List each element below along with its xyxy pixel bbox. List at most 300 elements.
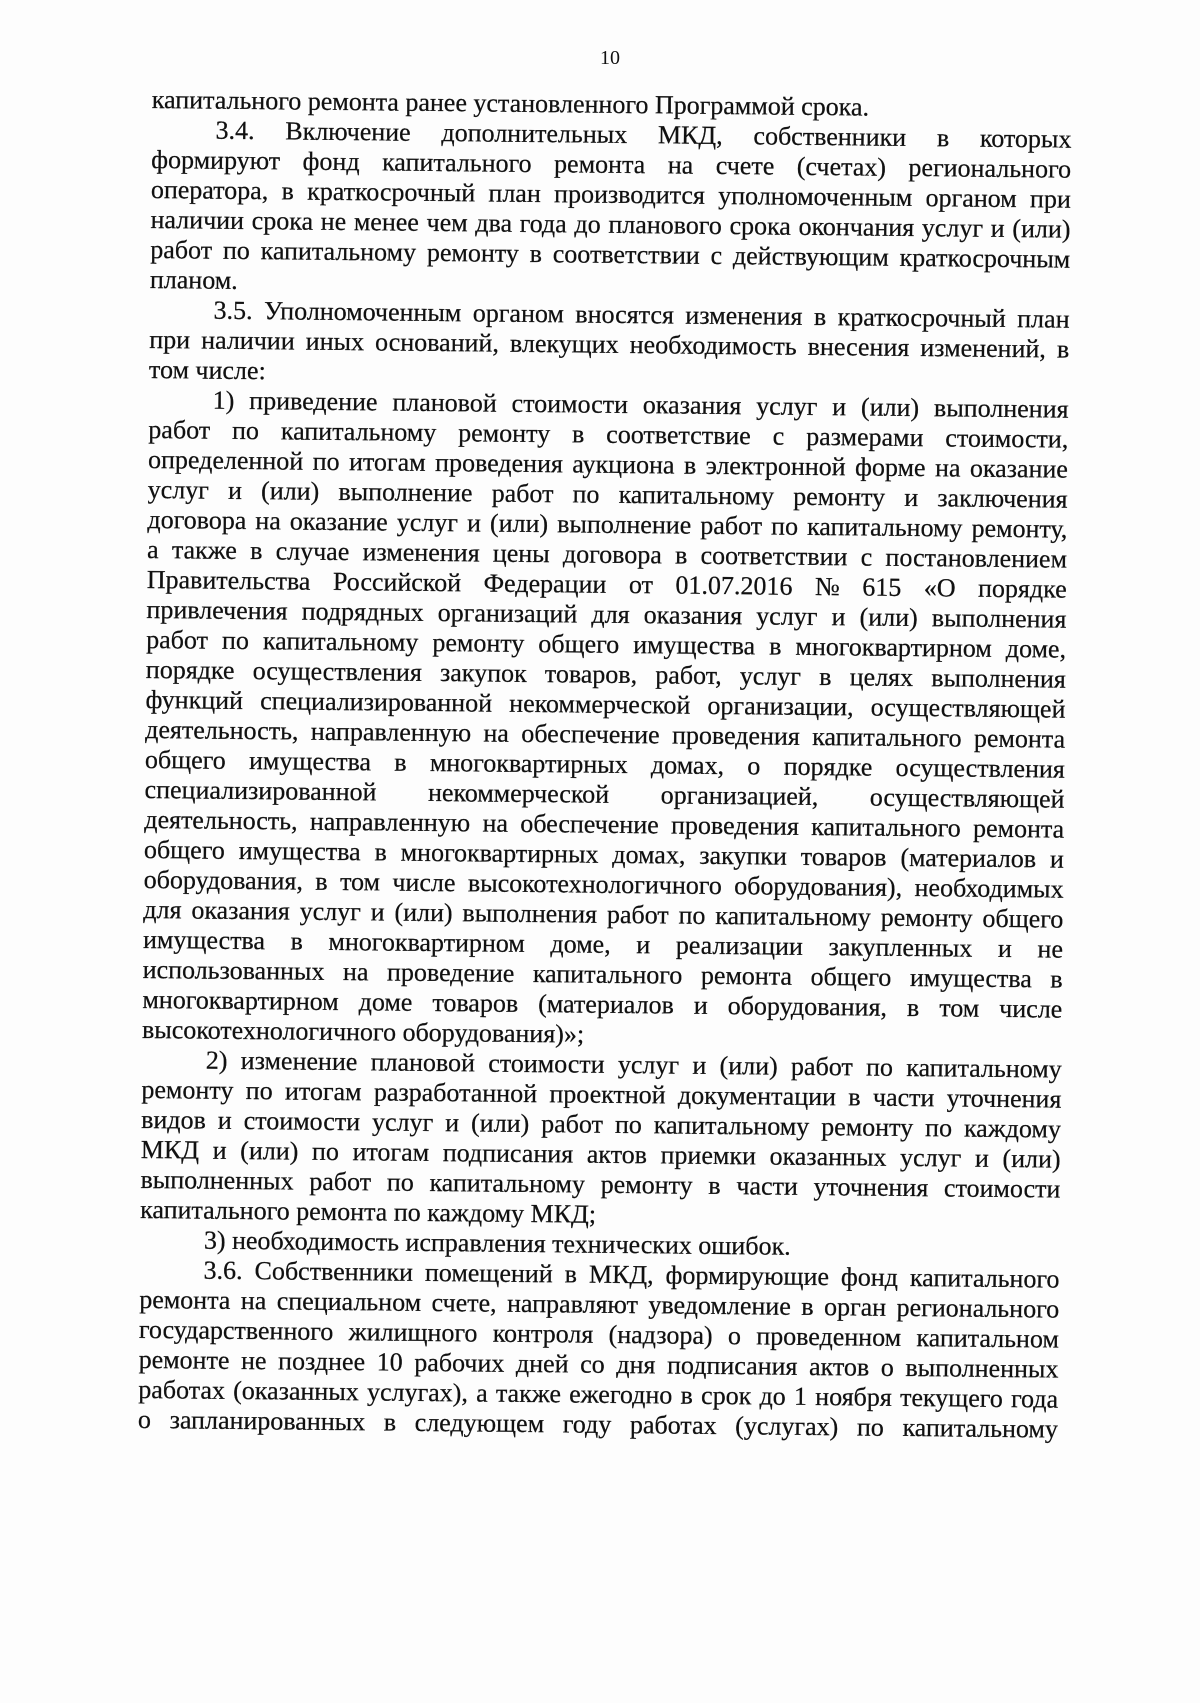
word: и — [217, 1105, 232, 1135]
word: договора — [562, 539, 662, 570]
word: по — [311, 1136, 340, 1167]
word: изменения — [362, 537, 480, 568]
word: в — [374, 837, 387, 867]
word: товаров, — [544, 659, 638, 690]
word: для — [591, 599, 630, 630]
word: капитальному — [280, 416, 437, 447]
word: ремонту — [821, 1112, 914, 1143]
word: собственники — [753, 121, 907, 152]
word: услуг — [147, 474, 210, 505]
word: оказание — [969, 453, 1069, 484]
word: изменение — [240, 1045, 358, 1077]
word: проведения — [671, 720, 800, 751]
word: (надзора) — [608, 1319, 713, 1350]
word: Собственники — [254, 1256, 414, 1287]
word: в — [813, 301, 827, 332]
word: ремонту — [426, 237, 520, 268]
word: (или) — [859, 602, 918, 633]
word: необходимость — [629, 330, 797, 361]
word: которых — [979, 123, 1072, 154]
word: закупленных — [828, 932, 973, 963]
word: проведение — [386, 957, 515, 988]
word: и — [466, 508, 482, 538]
word: в — [564, 1259, 578, 1289]
document-body — [138, 85, 1072, 1445]
word: МКД, — [657, 120, 723, 150]
word: электронной — [705, 450, 846, 482]
word: и — [832, 392, 847, 422]
word: деятельность, — [144, 804, 298, 836]
word: числе — [392, 867, 456, 898]
word: реализации — [675, 930, 804, 961]
list-item-1 — [142, 385, 1069, 1055]
word: работ — [541, 1109, 604, 1139]
word: имущества — [142, 924, 266, 956]
paragraph-3-4 — [150, 115, 1072, 305]
word: Правительства — [146, 564, 311, 596]
word: менее — [353, 207, 420, 237]
word: имущества — [633, 630, 756, 661]
word: постановлением — [885, 542, 1068, 574]
word: капитальному — [653, 1110, 810, 1141]
word: формируют — [151, 144, 281, 176]
word: соответствии — [700, 540, 848, 572]
word: форме — [854, 452, 926, 483]
word: иных — [305, 326, 365, 357]
word: в — [1050, 964, 1063, 994]
word: капитальному — [902, 1412, 1059, 1444]
word: окончания — [798, 211, 915, 242]
word: краткосрочный — [837, 302, 1006, 333]
word: соответствии — [552, 239, 700, 270]
word: при — [149, 324, 191, 355]
word: оказания — [643, 600, 743, 631]
word: по — [572, 479, 600, 509]
word: порядке — [783, 751, 873, 782]
word: домах, — [650, 750, 725, 781]
word: 615 — [862, 572, 902, 602]
word: итогам — [348, 447, 426, 477]
word: осуществления — [252, 656, 423, 687]
word: Уполномоченным — [263, 296, 462, 328]
word: со — [580, 1349, 605, 1379]
word: план — [488, 178, 542, 209]
word: на — [483, 718, 510, 748]
word: капитальному — [429, 1167, 586, 1199]
word: ремонта — [700, 960, 793, 991]
word: оборудования, — [727, 991, 888, 1022]
word: по — [231, 415, 260, 446]
word: органом — [472, 298, 565, 329]
word: оборудования, — [143, 864, 304, 896]
word: доме — [358, 987, 413, 1017]
word: капитальному — [260, 236, 417, 267]
word: и — [904, 482, 919, 513]
word: аукциона — [572, 449, 675, 480]
word: выполнение — [338, 476, 473, 508]
word: не — [320, 206, 347, 237]
word: приемки — [660, 1140, 757, 1171]
word: ремонту — [880, 902, 973, 933]
word: организацией, — [660, 780, 819, 812]
word: стоимости — [488, 1048, 605, 1079]
word: (или) — [719, 1050, 778, 1081]
word: помещений — [424, 1257, 553, 1289]
word: специализированной — [260, 686, 493, 718]
paragraph-3-5 — [149, 295, 1070, 395]
word: общего — [538, 629, 620, 659]
word: соответствие — [606, 419, 751, 451]
word: ежегодно — [569, 1379, 673, 1410]
word: внесения — [807, 331, 910, 362]
word: и — [693, 990, 708, 1020]
word: оператора, — [150, 174, 269, 206]
word: в — [683, 450, 697, 480]
word: оказания — [191, 895, 290, 926]
word: проведения — [670, 810, 800, 841]
word: домах, — [612, 839, 686, 870]
word: многоквартирных — [400, 837, 599, 869]
word: по — [770, 511, 799, 541]
word: (или) — [240, 1135, 299, 1166]
word: и — [974, 1143, 990, 1173]
word: числе — [999, 993, 1063, 1024]
word: документации — [677, 1080, 837, 1112]
word: и — [990, 213, 1005, 243]
word: оборудования), — [734, 871, 903, 902]
word: подрядных — [301, 596, 424, 627]
word: по — [678, 900, 706, 930]
word: общего — [144, 744, 226, 775]
word: обеспечение — [521, 718, 660, 750]
word: капитального — [532, 959, 683, 990]
word: услугах), — [366, 1377, 469, 1408]
word: стоимости, — [945, 423, 1069, 454]
word: капитальному — [715, 900, 871, 932]
word: в — [674, 540, 688, 570]
word: орган — [823, 1292, 887, 1322]
word: приведение — [249, 386, 378, 417]
word: а — [476, 1378, 488, 1408]
word: оснований, — [374, 327, 500, 358]
word: товаров — [432, 987, 519, 1018]
word: по — [312, 446, 340, 476]
word: дней — [515, 1348, 569, 1379]
word: имущества — [248, 746, 372, 777]
word: услуг — [921, 213, 984, 243]
word: уточнения — [813, 1171, 929, 1203]
word: по — [856, 1412, 885, 1442]
word: стоимости — [511, 388, 629, 420]
word: актов — [586, 1139, 648, 1170]
word: направленную — [310, 716, 472, 748]
word: на — [934, 453, 961, 483]
word: о — [880, 1352, 894, 1382]
word: проведения — [434, 447, 564, 479]
word: о — [137, 1404, 152, 1435]
word: том — [339, 867, 381, 897]
word: организаций — [437, 598, 578, 629]
word: многоквартирных — [429, 747, 628, 780]
word: некоммерческой — [427, 777, 610, 809]
word: услуг — [371, 1107, 434, 1138]
word: не — [1037, 934, 1064, 964]
text-line: планом. — [149, 264, 238, 295]
word: уведомление — [648, 1290, 791, 1321]
text-line: капитального ремонта по каждому МКД; — [140, 1194, 597, 1229]
word: уполномоченным — [718, 180, 913, 212]
word: вносятся — [575, 299, 675, 330]
word: по — [614, 1109, 643, 1140]
word: счете, — [431, 1287, 497, 1318]
word: общего — [810, 961, 892, 992]
word: доме, — [1005, 633, 1067, 664]
word: общего — [143, 834, 225, 865]
word: при — [1029, 184, 1071, 214]
word: фонд — [302, 146, 360, 177]
word: и — [227, 475, 243, 505]
word: выполнения — [931, 663, 1066, 694]
word: порядке — [977, 573, 1067, 604]
word: ремонту — [432, 627, 525, 658]
word: актов — [808, 1351, 870, 1382]
word: ремонту, — [971, 513, 1068, 544]
word: ноября — [815, 1382, 892, 1412]
word: имущества — [909, 962, 1033, 994]
word: в — [848, 1082, 861, 1112]
word: в — [1056, 334, 1070, 364]
word: в — [819, 662, 832, 692]
word: капитальном — [916, 1323, 1060, 1354]
word: органом — [925, 183, 1017, 214]
word: 3.5. — [213, 295, 253, 326]
word: работ — [790, 1051, 853, 1082]
word: МКД, — [588, 1259, 654, 1290]
word: обеспечение — [520, 808, 659, 840]
word: планового — [608, 209, 723, 240]
word: случае — [275, 536, 350, 567]
word: на — [240, 1285, 267, 1316]
word: план — [1017, 304, 1070, 334]
word: для — [143, 894, 182, 925]
word: выполнения — [462, 898, 598, 929]
word: (или) — [1002, 1143, 1061, 1174]
word: «О — [923, 573, 956, 603]
word: в — [801, 1291, 814, 1321]
word: ремонту — [600, 1169, 693, 1200]
word: до — [759, 1381, 786, 1411]
word: капитального — [382, 147, 532, 178]
word: капитальному — [262, 626, 419, 657]
word: порядке — [145, 654, 235, 685]
word: позднее — [277, 1346, 366, 1377]
word: и — [997, 933, 1013, 964]
word: закупки — [699, 840, 788, 871]
word: выполнения — [933, 393, 1069, 424]
word: работ — [309, 1166, 372, 1197]
word: оказания — [642, 390, 742, 421]
word: привлечения — [146, 594, 288, 626]
word: на — [255, 506, 281, 536]
word: капитальному — [806, 511, 963, 543]
word: функций — [145, 684, 244, 715]
word: услуг — [396, 507, 459, 538]
word: направленную — [309, 806, 471, 838]
word: № — [814, 571, 840, 602]
word: ремонта — [553, 149, 646, 180]
text-line: том числе: — [148, 354, 266, 386]
word: (или) — [260, 476, 320, 506]
word: капитального — [812, 721, 962, 753]
paragraph-3-6 — [138, 1255, 1060, 1445]
word: договора — [147, 504, 247, 536]
word: подписания — [666, 1350, 798, 1381]
word: уточнения — [946, 1083, 1062, 1114]
word: от — [628, 570, 654, 600]
word: и — [370, 897, 385, 927]
word: по — [865, 1052, 894, 1082]
word: некоммерческой — [509, 688, 691, 720]
word: подписания — [442, 1138, 574, 1169]
word: по — [924, 1113, 953, 1143]
word: на — [342, 957, 369, 987]
word: и — [1049, 844, 1065, 874]
word: разработанной — [373, 1077, 538, 1109]
word: счете — [715, 150, 775, 181]
word: каждому — [963, 1113, 1062, 1144]
word: оказание — [289, 506, 388, 537]
word: также — [171, 535, 238, 565]
word: о — [727, 1321, 742, 1351]
word: года — [519, 208, 567, 239]
word: контроля — [492, 1318, 594, 1349]
word: Российской — [332, 566, 462, 598]
word: ремонту — [793, 481, 886, 512]
word: целях — [849, 662, 914, 693]
word: дня — [616, 1349, 656, 1380]
word: и — [692, 1050, 707, 1080]
word: оказанных — [769, 1141, 887, 1172]
word: организации, — [707, 690, 854, 722]
word: услуг — [299, 896, 362, 927]
word: определенной — [147, 444, 304, 476]
word: использованных — [142, 954, 325, 986]
word: Включение — [285, 116, 411, 147]
word: услуг — [899, 1142, 962, 1173]
word: запланированных — [169, 1405, 366, 1437]
word: в — [315, 866, 328, 896]
word: о — [747, 751, 761, 781]
word: и — [445, 1108, 460, 1138]
word: 2) — [205, 1045, 228, 1075]
word: (услугах) — [735, 1411, 839, 1442]
word: на — [667, 150, 694, 180]
word: работ — [700, 510, 763, 541]
word: по — [222, 235, 250, 266]
word: года — [1010, 1384, 1059, 1414]
word: и — [636, 930, 651, 960]
word: краткосрочный — [307, 176, 476, 208]
word: в — [529, 238, 543, 269]
word: доме, — [550, 929, 611, 959]
word: рабочих — [414, 1347, 505, 1378]
word: деятельность, — [145, 714, 299, 746]
word: по — [221, 625, 250, 656]
word: части — [872, 1082, 935, 1113]
word: плановой — [370, 1047, 476, 1078]
word: следующем — [414, 1407, 545, 1439]
word: размерами — [806, 421, 924, 453]
word: ремонта — [139, 1284, 231, 1315]
word: заключения — [937, 483, 1068, 514]
word: капитального — [909, 1263, 1060, 1294]
word: услуг — [756, 391, 818, 421]
word: не — [240, 1346, 267, 1376]
word: работах — [629, 1410, 717, 1440]
word: наличии — [201, 325, 295, 356]
word: ремонте — [138, 1344, 230, 1375]
word: ремонта — [972, 813, 1065, 844]
word: (материалов — [538, 989, 674, 1020]
word: цены — [492, 538, 550, 569]
word: государственного — [138, 1314, 334, 1346]
word: капитального — [811, 811, 961, 843]
word: Федерации — [483, 568, 607, 599]
word: в — [769, 631, 782, 661]
word: услуг — [739, 661, 802, 691]
word: том — [939, 993, 980, 1023]
word: работ — [148, 414, 211, 445]
word: (материалов — [900, 842, 1037, 874]
word: в — [383, 1407, 397, 1437]
word: в — [250, 536, 263, 566]
word: части — [736, 1171, 798, 1201]
word: работ — [491, 478, 554, 509]
text-line: высокотехнологичного оборудования)»; — [141, 1014, 585, 1049]
word: регионального — [896, 1292, 1060, 1324]
word: видов — [141, 1104, 207, 1135]
word: 01.07.2016 — [675, 570, 793, 601]
word: изменения — [685, 300, 803, 331]
word: ремонту — [458, 418, 551, 449]
word: в — [906, 992, 920, 1023]
word: плановой — [392, 387, 497, 418]
page-number: 10 — [600, 47, 620, 69]
text-line: 3) необходимость исправления технических ошибок. — [203, 1225, 791, 1261]
word: чем — [426, 207, 468, 238]
word: (или) — [470, 1108, 530, 1139]
word: году — [562, 1409, 612, 1439]
word: товаров — [800, 841, 887, 872]
word: срока — [251, 206, 314, 236]
word: и — [831, 602, 846, 632]
list-item-2 — [140, 1045, 1062, 1235]
word: высокотехнологичного — [467, 868, 723, 901]
word: многоквартирном — [328, 926, 525, 958]
word: проектной — [549, 1079, 666, 1110]
word: (или) — [860, 392, 920, 423]
word: 3.6. — [203, 1255, 243, 1286]
word: регионального — [908, 152, 1072, 184]
word: текущего — [899, 1382, 1003, 1413]
word: осуществляющей — [870, 692, 1066, 724]
word: закупок — [439, 658, 527, 688]
word: (или) — [489, 508, 549, 539]
word: 3.4. — [215, 115, 255, 146]
word: ремонту — [141, 1074, 234, 1105]
word: (оказанных — [233, 1375, 359, 1407]
word: работ — [150, 234, 213, 265]
